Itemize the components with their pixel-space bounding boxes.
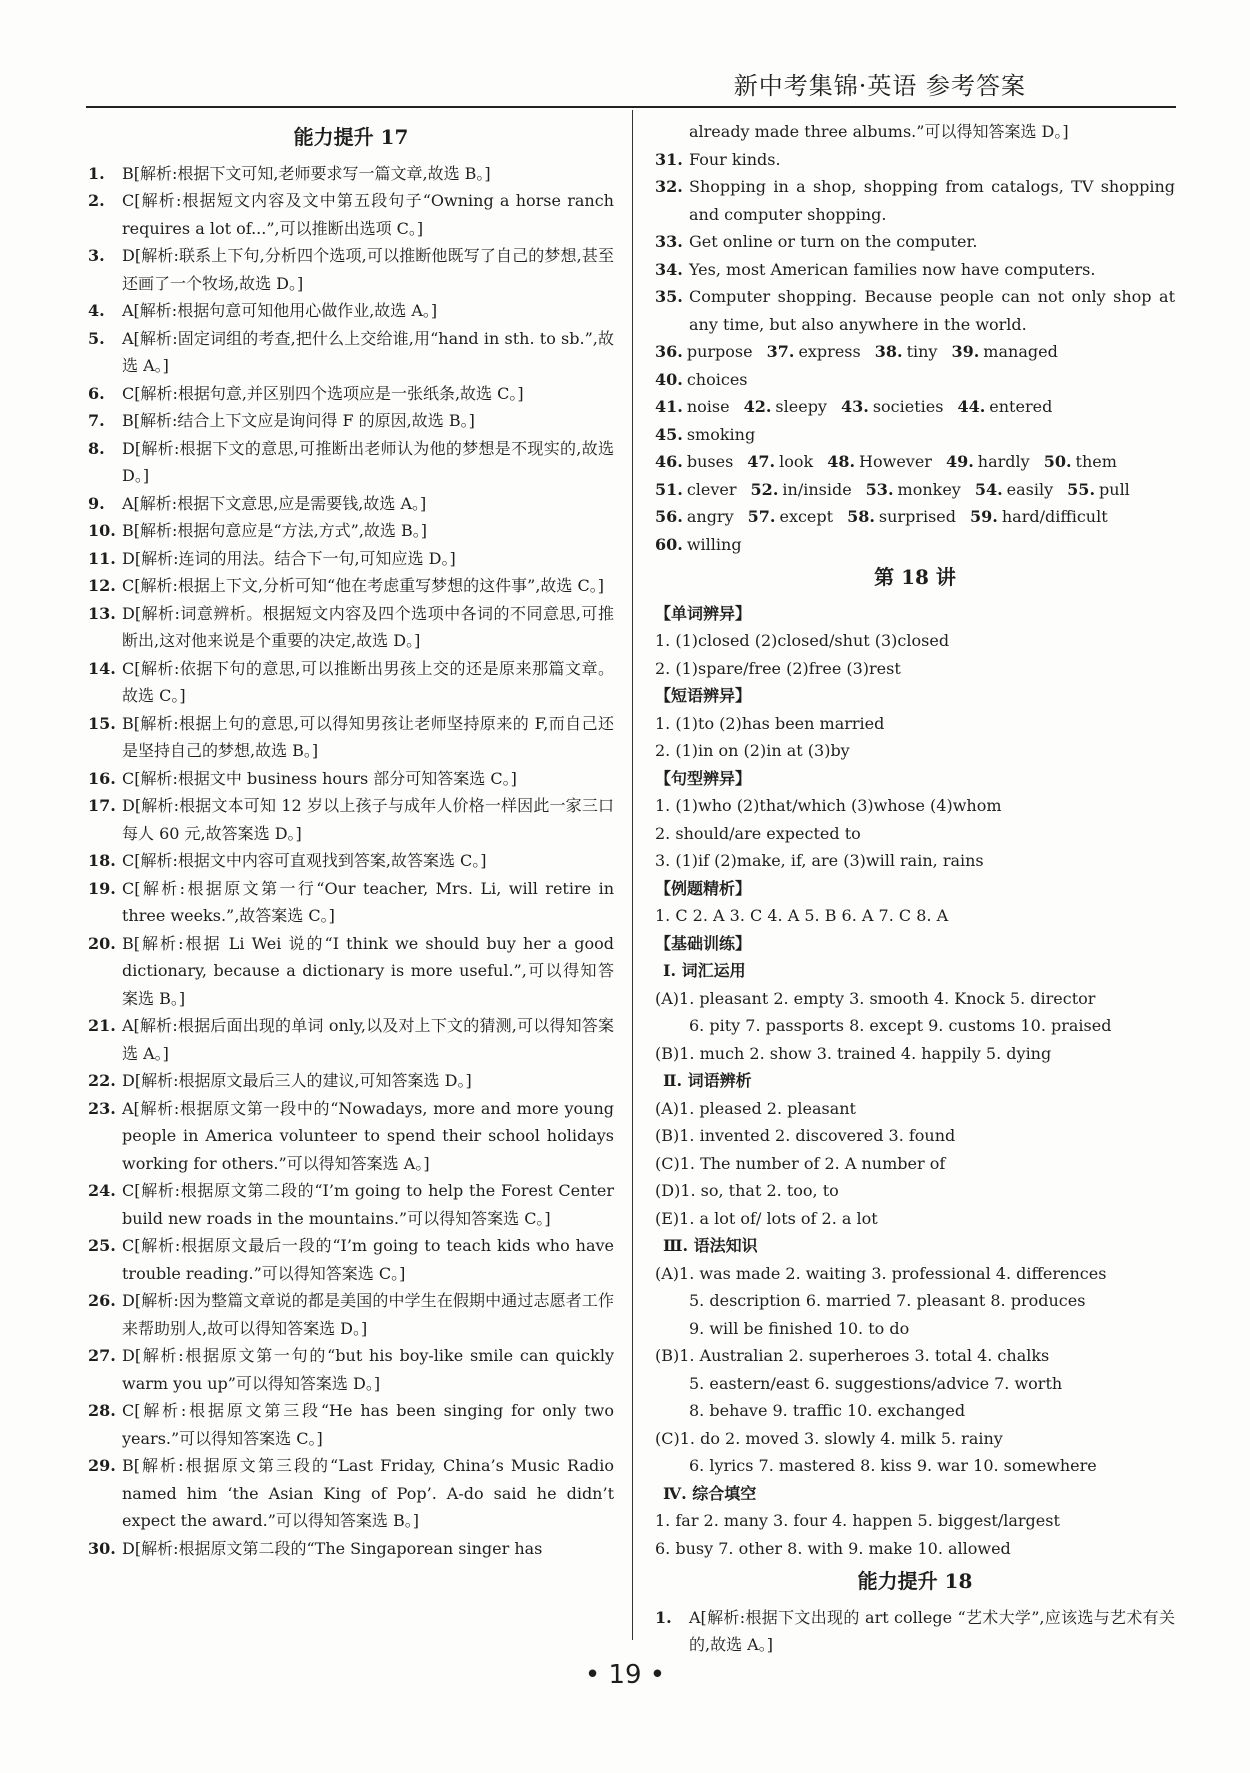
answer-item bbox=[88, 1342, 614, 1397]
sentence-heading: 【句型辨异】 bbox=[655, 768, 752, 788]
item-text: A[解析:根据下文出现的 art college “艺术大学”,应该选与艺术有关的,故选 A。] bbox=[689, 1607, 1175, 1654]
answer-cell bbox=[747, 448, 813, 476]
sentence-line: 1. (1)who (2)that/which (3)whose (4)whom bbox=[655, 796, 1002, 815]
cloze-line: 6. busy 7. other 8. with 9. make 10. allowed bbox=[655, 1538, 1011, 1558]
item-text: B[解析:根据上句的意思,可以得知男孩让老师坚持原来的 F,而自己还是坚持自己的梦想,故选 B。] bbox=[122, 713, 614, 760]
item-number: 3. bbox=[88, 246, 105, 265]
vocab-line: 6. pity 7. passports 8. except 9. customs 10. praised bbox=[689, 1016, 1112, 1035]
answer-number: 60. bbox=[655, 534, 683, 554]
answer-row bbox=[655, 476, 1175, 504]
answer-number: 41. bbox=[655, 397, 683, 416]
item-number: 1. bbox=[88, 163, 105, 183]
answer-row bbox=[655, 448, 1175, 476]
item-text: D[解析:词意辨析。根据短文内容及四个选项中各词的不同意思,可推断出,这对他来说是个重要的决定,故选 D。] bbox=[122, 603, 614, 650]
lecture-title: 第 18 讲 bbox=[874, 565, 956, 589]
answer-word: managed bbox=[983, 342, 1058, 361]
item-number: 6. bbox=[88, 383, 105, 403]
item-number: 1. bbox=[655, 1607, 672, 1627]
answer-item bbox=[88, 160, 614, 188]
item-text: D[解析:根据文本可知 12 岁以上孩子与成年人价格一样因此一家三口每人 60 元,故答案选 D。] bbox=[122, 796, 614, 843]
fill-in-answers bbox=[655, 338, 1175, 558]
discrim-line: (D)1. so, that 2. too, to bbox=[655, 1181, 839, 1200]
item-number: 20. bbox=[88, 933, 116, 953]
answer-number: 57. bbox=[747, 507, 776, 526]
item-text: B[解析:根据下文可知,老师要求写一篇文章,故选 B。] bbox=[122, 163, 491, 183]
left-column bbox=[88, 118, 614, 1562]
answer-item bbox=[655, 256, 1175, 284]
answer-item bbox=[88, 1095, 614, 1178]
answer-item bbox=[655, 228, 1175, 256]
item-number: 30. bbox=[88, 1538, 116, 1558]
item-text: D[解析:根据原文最后三人的建议,可知答案选 D。] bbox=[122, 1071, 472, 1090]
section-title-17: 能力提升 17 bbox=[293, 125, 409, 149]
answer-item bbox=[88, 407, 614, 435]
vocab-heading: Ⅰ. 词汇运用 bbox=[663, 961, 746, 980]
answer-word: smoking bbox=[686, 424, 756, 444]
item-number: 5. bbox=[88, 328, 105, 348]
answer-number: 50. bbox=[1043, 452, 1072, 471]
vocab-line: (B)1. much 2. show 3. trained 4. happily 5. dying bbox=[655, 1043, 1052, 1063]
answer-row bbox=[655, 338, 1175, 393]
word-line: 2. (1)spare/free (2)free (3)rest bbox=[655, 658, 901, 678]
item-number: 2. bbox=[88, 191, 105, 210]
answer-number: 58. bbox=[847, 507, 875, 526]
page-number: • 19 • bbox=[584, 1660, 666, 1690]
grammar-line: (A)1. was made 2. waiting 3. professional 4. differences bbox=[655, 1263, 1107, 1283]
discrim-line: (C)1. The number of 2. A number of bbox=[655, 1153, 946, 1173]
answer-item bbox=[655, 1604, 1175, 1659]
answer-word: pull bbox=[1099, 479, 1130, 499]
answer-number: 49. bbox=[945, 452, 974, 471]
answer-word: tiny bbox=[906, 342, 938, 361]
item-number: 24. bbox=[88, 1181, 116, 1200]
answer-number: 45. bbox=[655, 424, 683, 444]
item-number: 13. bbox=[88, 603, 116, 623]
answer-item bbox=[655, 146, 1175, 174]
item-number: 32. bbox=[655, 177, 683, 196]
answer-cell bbox=[655, 338, 753, 366]
answer-item bbox=[88, 517, 614, 545]
item-text: Four kinds. bbox=[689, 149, 781, 169]
answer-cell bbox=[655, 476, 737, 504]
answer-word: willing bbox=[686, 534, 742, 554]
answer-number: 46. bbox=[655, 452, 683, 471]
answer-number: 59. bbox=[970, 507, 998, 526]
item-text: A[解析:固定词组的考查,把什么上交给谁,用“hand in sth. to sb.”,故选 A。] bbox=[122, 328, 614, 375]
item-text: A[解析:根据下文意思,应是需要钱,故选 A。] bbox=[122, 493, 427, 513]
grammar-line: 5. description 6. married 7. pleasant 8. produces bbox=[689, 1291, 1086, 1310]
item-text: C[解析:根据原文第一行“Our teacher, Mrs. Li, will retire in three weeks.”,故答案选 C。] bbox=[122, 878, 614, 925]
answer-item bbox=[88, 490, 614, 518]
answer-cell bbox=[655, 531, 742, 559]
item-number: 7. bbox=[88, 411, 105, 430]
answer-item bbox=[88, 325, 614, 380]
item-number: 29. bbox=[88, 1456, 116, 1475]
answer-item bbox=[655, 283, 1175, 338]
answer-number: 38. bbox=[874, 342, 903, 361]
answer-cell bbox=[970, 503, 1108, 531]
answer-number: 53. bbox=[865, 479, 894, 499]
phrase-line: 2. (1)in on (2)in at (3)by bbox=[655, 741, 850, 760]
item-number: 25. bbox=[88, 1236, 116, 1255]
answer-item bbox=[88, 875, 614, 930]
item-number: 12. bbox=[88, 576, 116, 595]
item-text: A[解析:根据原文第一段中的“Nowadays, more and more young people in America volunteer to spend their school holidays working for others.”可以得知答案选 A。] bbox=[122, 1098, 614, 1173]
item-number: 23. bbox=[88, 1098, 116, 1118]
sentence-line: 3. (1)if (2)make, if, are (3)will rain, rains bbox=[655, 851, 984, 870]
answer-item bbox=[88, 710, 614, 765]
answer-cell bbox=[655, 366, 748, 394]
item-text: B[解析:根据原文第三段的“Last Friday, China’s Music Radio named him ‘the Asian King of Pop’. A-do said he didn’t expect the award.”可以得知答案选 B。] bbox=[122, 1456, 614, 1530]
item-text: C[解析:根据原文第三段“He has been singing for only two years.”可以得知答案选 C。] bbox=[122, 1401, 614, 1448]
answer-item bbox=[88, 930, 614, 1013]
right-column bbox=[655, 118, 1175, 1659]
item-text: D[解析:根据原文第二段的“The Singaporean singer has bbox=[122, 1538, 543, 1558]
answer-number: 36. bbox=[655, 342, 683, 361]
word-line: 1. (1)closed (2)closed/shut (3)closed bbox=[655, 631, 950, 650]
answer-item bbox=[88, 655, 614, 710]
grammar-line: 8. behave 9. traffic 10. exchanged bbox=[689, 1401, 966, 1420]
item-text: A[解析:根据后面出现的单词 only,以及对上下文的猜测,可以得知答案选 A。] bbox=[122, 1016, 614, 1063]
item-text: C[解析:根据短文内容及文中第五段句子“Owning a horse ranch requires a lot of...”,可以推断出选项 C。] bbox=[122, 191, 614, 238]
discrim-line: (A)1. pleased 2. pleasant bbox=[655, 1098, 856, 1118]
item-text: Get online or turn on the computer. bbox=[689, 232, 978, 251]
answer-cell bbox=[951, 338, 1057, 366]
item-number: 22. bbox=[88, 1071, 116, 1090]
grammar-line: 5. eastern/east 6. suggestions/advice 7. worth bbox=[689, 1373, 1063, 1393]
answer-number: 48. bbox=[827, 452, 856, 471]
item-text: Yes, most American families now have computers. bbox=[689, 259, 1096, 279]
grammar-line: (B)1. Australian 2. superheroes 3. total 4. chalks bbox=[655, 1346, 1050, 1365]
phrase-line: 1. (1)to (2)has been married bbox=[655, 713, 885, 733]
answer-item bbox=[88, 600, 614, 655]
item-number: 4. bbox=[88, 301, 105, 320]
answer-word: angry bbox=[686, 507, 734, 526]
item-text: C[解析:根据原文最后一段的“I’m going to teach kids who have trouble reading.”可以得知答案选 C。] bbox=[122, 1236, 614, 1283]
example-line: 1. C 2. A 3. C 4. A 5. B 6. A 7. C 8. A bbox=[655, 906, 949, 925]
answer-cell bbox=[751, 476, 852, 504]
answer-list-left bbox=[88, 160, 614, 1563]
answer-word: purpose bbox=[686, 342, 753, 361]
answer-cell bbox=[841, 393, 943, 421]
answer-cell bbox=[655, 503, 734, 531]
answer-word: hard/difficult bbox=[1001, 507, 1108, 526]
item-number: 15. bbox=[88, 713, 116, 733]
answer-word: monkey bbox=[897, 479, 961, 499]
item-text: B[解析:根据 Li Wei 说的“I think we should buy her a good dictionary, because a dictionary is more useful.”,可以得知答案选 B。] bbox=[122, 933, 614, 1008]
cloze-heading: Ⅳ. 综合填空 bbox=[663, 1483, 757, 1503]
answer-word: buses bbox=[686, 452, 734, 471]
item-text: C[解析:根据文中内容可直观找到答案,故答案选 C。] bbox=[122, 851, 487, 870]
item-text: D[解析:因为整篇文章说的都是美国的中学生在假期中通过志愿者工作来帮助别人,故可以得知答案选 D。] bbox=[122, 1291, 614, 1338]
answer-cell bbox=[827, 448, 932, 476]
answer-row bbox=[655, 393, 1175, 448]
page-header bbox=[86, 66, 1176, 108]
item-number: 17. bbox=[88, 796, 116, 815]
answer-number: 37. bbox=[766, 342, 795, 361]
answer-number: 54. bbox=[974, 479, 1003, 499]
answer-word: in/inside bbox=[782, 479, 852, 499]
answer-item bbox=[88, 1177, 614, 1232]
discrim-heading: Ⅱ. 词语辨析 bbox=[663, 1071, 752, 1090]
answer-word: surprised bbox=[878, 507, 956, 526]
answer-cell bbox=[946, 448, 1030, 476]
item-number: 34. bbox=[655, 259, 683, 279]
answer-number: 44. bbox=[957, 397, 986, 416]
answer-word: entered bbox=[989, 397, 1053, 416]
answer-word: easily bbox=[1006, 479, 1054, 499]
answer-word: noise bbox=[686, 397, 730, 416]
header-title: 新中考集锦·英语 参考答案 bbox=[733, 72, 1026, 100]
answer-word: hardly bbox=[977, 452, 1030, 471]
answer-item bbox=[88, 545, 614, 573]
answer-number: 42. bbox=[743, 397, 772, 416]
item-text: D[解析:根据下文的意思,可推断出老师认为他的梦想是不现实的,故选 D。] bbox=[122, 438, 614, 485]
item-text: A[解析:根据句意可知他用心做作业,故选 A。] bbox=[122, 301, 438, 320]
basic-heading: 【基础训练】 bbox=[655, 933, 752, 953]
answer-number: 43. bbox=[840, 397, 869, 416]
answer-number: 40. bbox=[655, 369, 683, 389]
answer-item bbox=[88, 1232, 614, 1287]
grammar-line: 6. lyrics 7. mastered 8. kiss 9. war 10. somewhere bbox=[689, 1456, 1097, 1475]
answer-row bbox=[655, 531, 1175, 559]
answer-number: 51. bbox=[655, 479, 683, 499]
item-number: 9. bbox=[88, 493, 105, 513]
item-number: 21. bbox=[88, 1016, 116, 1035]
answer-cell bbox=[957, 393, 1052, 421]
answer-cell bbox=[847, 503, 956, 531]
answer-word: However bbox=[859, 452, 932, 471]
example-heading: 【例题精析】 bbox=[655, 878, 752, 898]
discrim-line: (E)1. a lot of/ lots of 2. a lot bbox=[655, 1208, 878, 1228]
answer-cell bbox=[866, 476, 961, 504]
item-number: 28. bbox=[88, 1401, 116, 1420]
answer-word: sleepy bbox=[775, 397, 827, 416]
answer-cell bbox=[655, 421, 755, 449]
grammar-heading: Ⅲ. 语法知识 bbox=[663, 1236, 758, 1255]
answer-item bbox=[88, 435, 614, 490]
answer-item bbox=[88, 380, 614, 408]
item-number: 19. bbox=[88, 878, 116, 898]
item-number: 33. bbox=[655, 232, 683, 251]
answer-number: 55. bbox=[1067, 479, 1096, 499]
item-text: C[解析:根据上下文,分析可知“他在考虑重写梦想的这件事”,故选 C。] bbox=[122, 576, 604, 595]
answer-item bbox=[88, 847, 614, 875]
answer-cell bbox=[875, 338, 938, 366]
answer-item bbox=[88, 792, 614, 847]
grammar-line: (C)1. do 2. moved 3. slowly 4. milk 5. rainy bbox=[655, 1428, 1003, 1448]
item-text: D[解析:连词的用法。结合下一句,可知应选 D。] bbox=[122, 548, 456, 568]
answer-number: 52. bbox=[750, 479, 779, 499]
item-number: 14. bbox=[88, 658, 116, 678]
item-number: 8. bbox=[88, 438, 105, 458]
item-text: Shopping in a shop, shopping from catalogs, TV shopping and computer shopping. bbox=[689, 177, 1175, 224]
answer-item bbox=[88, 1535, 614, 1563]
item-number: 27. bbox=[88, 1346, 116, 1365]
cloze-line: 1. far 2. many 3. four 4. happen 5. biggest/largest bbox=[655, 1511, 1060, 1530]
grammar-line: 9. will be finished 10. to do bbox=[689, 1318, 910, 1338]
answer-item bbox=[88, 242, 614, 297]
answer-cell bbox=[1044, 448, 1117, 476]
answer-word: clever bbox=[686, 479, 737, 499]
answer-cell bbox=[655, 393, 730, 421]
answer-item bbox=[88, 187, 614, 242]
vocab-line: (A)1. pleasant 2. empty 3. smooth 4. Knock 5. director bbox=[655, 988, 1096, 1008]
answer-item bbox=[88, 1067, 614, 1095]
answer-word: societies bbox=[872, 397, 944, 416]
answer-item bbox=[88, 572, 614, 600]
item-text: Computer shopping. Because people can not only shop at any time, but also anywhere in the world. bbox=[689, 287, 1175, 334]
answer-item bbox=[88, 297, 614, 325]
item-number: 18. bbox=[88, 851, 116, 870]
answer-cell bbox=[975, 476, 1053, 504]
answer-cell bbox=[748, 503, 833, 531]
answer-cell bbox=[655, 448, 733, 476]
answer-word: choices bbox=[686, 369, 748, 389]
answer-cell bbox=[744, 393, 827, 421]
item-number: 11. bbox=[88, 548, 116, 568]
column-divider bbox=[632, 110, 633, 1640]
answer-number: 39. bbox=[951, 342, 980, 361]
answer-item bbox=[88, 1012, 614, 1067]
item-text: C[解析:根据文中 business hours 部分可知答案选 C。] bbox=[122, 768, 517, 788]
answer-word: express bbox=[798, 342, 861, 361]
answer-list-right bbox=[655, 146, 1175, 339]
answer-item bbox=[88, 1397, 614, 1452]
item-number: 26. bbox=[88, 1291, 116, 1310]
answer-number: 56. bbox=[655, 507, 683, 526]
discrim-line: (B)1. invented 2. discovered 3. found bbox=[655, 1126, 956, 1145]
answer-item bbox=[88, 765, 614, 793]
item-text: C[解析:依据下句的意思,可以推断出男孩上交的还是原来那篇文章。故选 C。] bbox=[122, 658, 614, 705]
section-title-18: 能力提升 18 bbox=[857, 1569, 973, 1593]
answer-number: 47. bbox=[747, 452, 776, 471]
answer-word: them bbox=[1075, 452, 1117, 471]
answer-word: except bbox=[779, 507, 834, 526]
item-text: C[解析:根据句意,并区别四个选项应是一张纸条,故选 C。] bbox=[122, 383, 524, 403]
item-text: B[解析:结合上下文应是询问得 F 的原因,故选 B。] bbox=[122, 411, 475, 430]
answer-row bbox=[655, 503, 1175, 531]
word-heading: 【单词辨异】 bbox=[655, 603, 752, 623]
item-number: 10. bbox=[88, 521, 116, 540]
continuation-text: already made three albums.”可以得知答案选 D。] bbox=[689, 122, 1069, 141]
answer-cell bbox=[767, 338, 861, 366]
item-text: C[解析:根据原文第二段的“I’m going to help the Forest Center build new roads in the mountains.”可以得知答案选 C。] bbox=[122, 1181, 614, 1228]
answer-word: look bbox=[779, 452, 814, 471]
item-number: 35. bbox=[655, 287, 683, 306]
item-number: 31. bbox=[655, 149, 683, 169]
sentence-line: 2. should/are expected to bbox=[655, 823, 861, 843]
answer-item bbox=[88, 1287, 614, 1342]
answer-item bbox=[88, 1452, 614, 1535]
item-text: B[解析:根据句意应是“方法,方式”,故选 B。] bbox=[122, 521, 428, 540]
item-text: D[解析:联系上下句,分析四个选项,可以推断他既写了自己的梦想,甚至还画了一个牧场,故选 D。] bbox=[122, 246, 614, 293]
phrase-heading: 【短语辨异】 bbox=[655, 686, 752, 705]
item-number: 16. bbox=[88, 768, 116, 788]
item-text: D[解析:根据原文第一句的“but his boy-like smile can quickly warm you up”可以得知答案选 D。] bbox=[122, 1346, 614, 1393]
answer-cell bbox=[1067, 476, 1130, 504]
answer-item bbox=[655, 173, 1175, 228]
